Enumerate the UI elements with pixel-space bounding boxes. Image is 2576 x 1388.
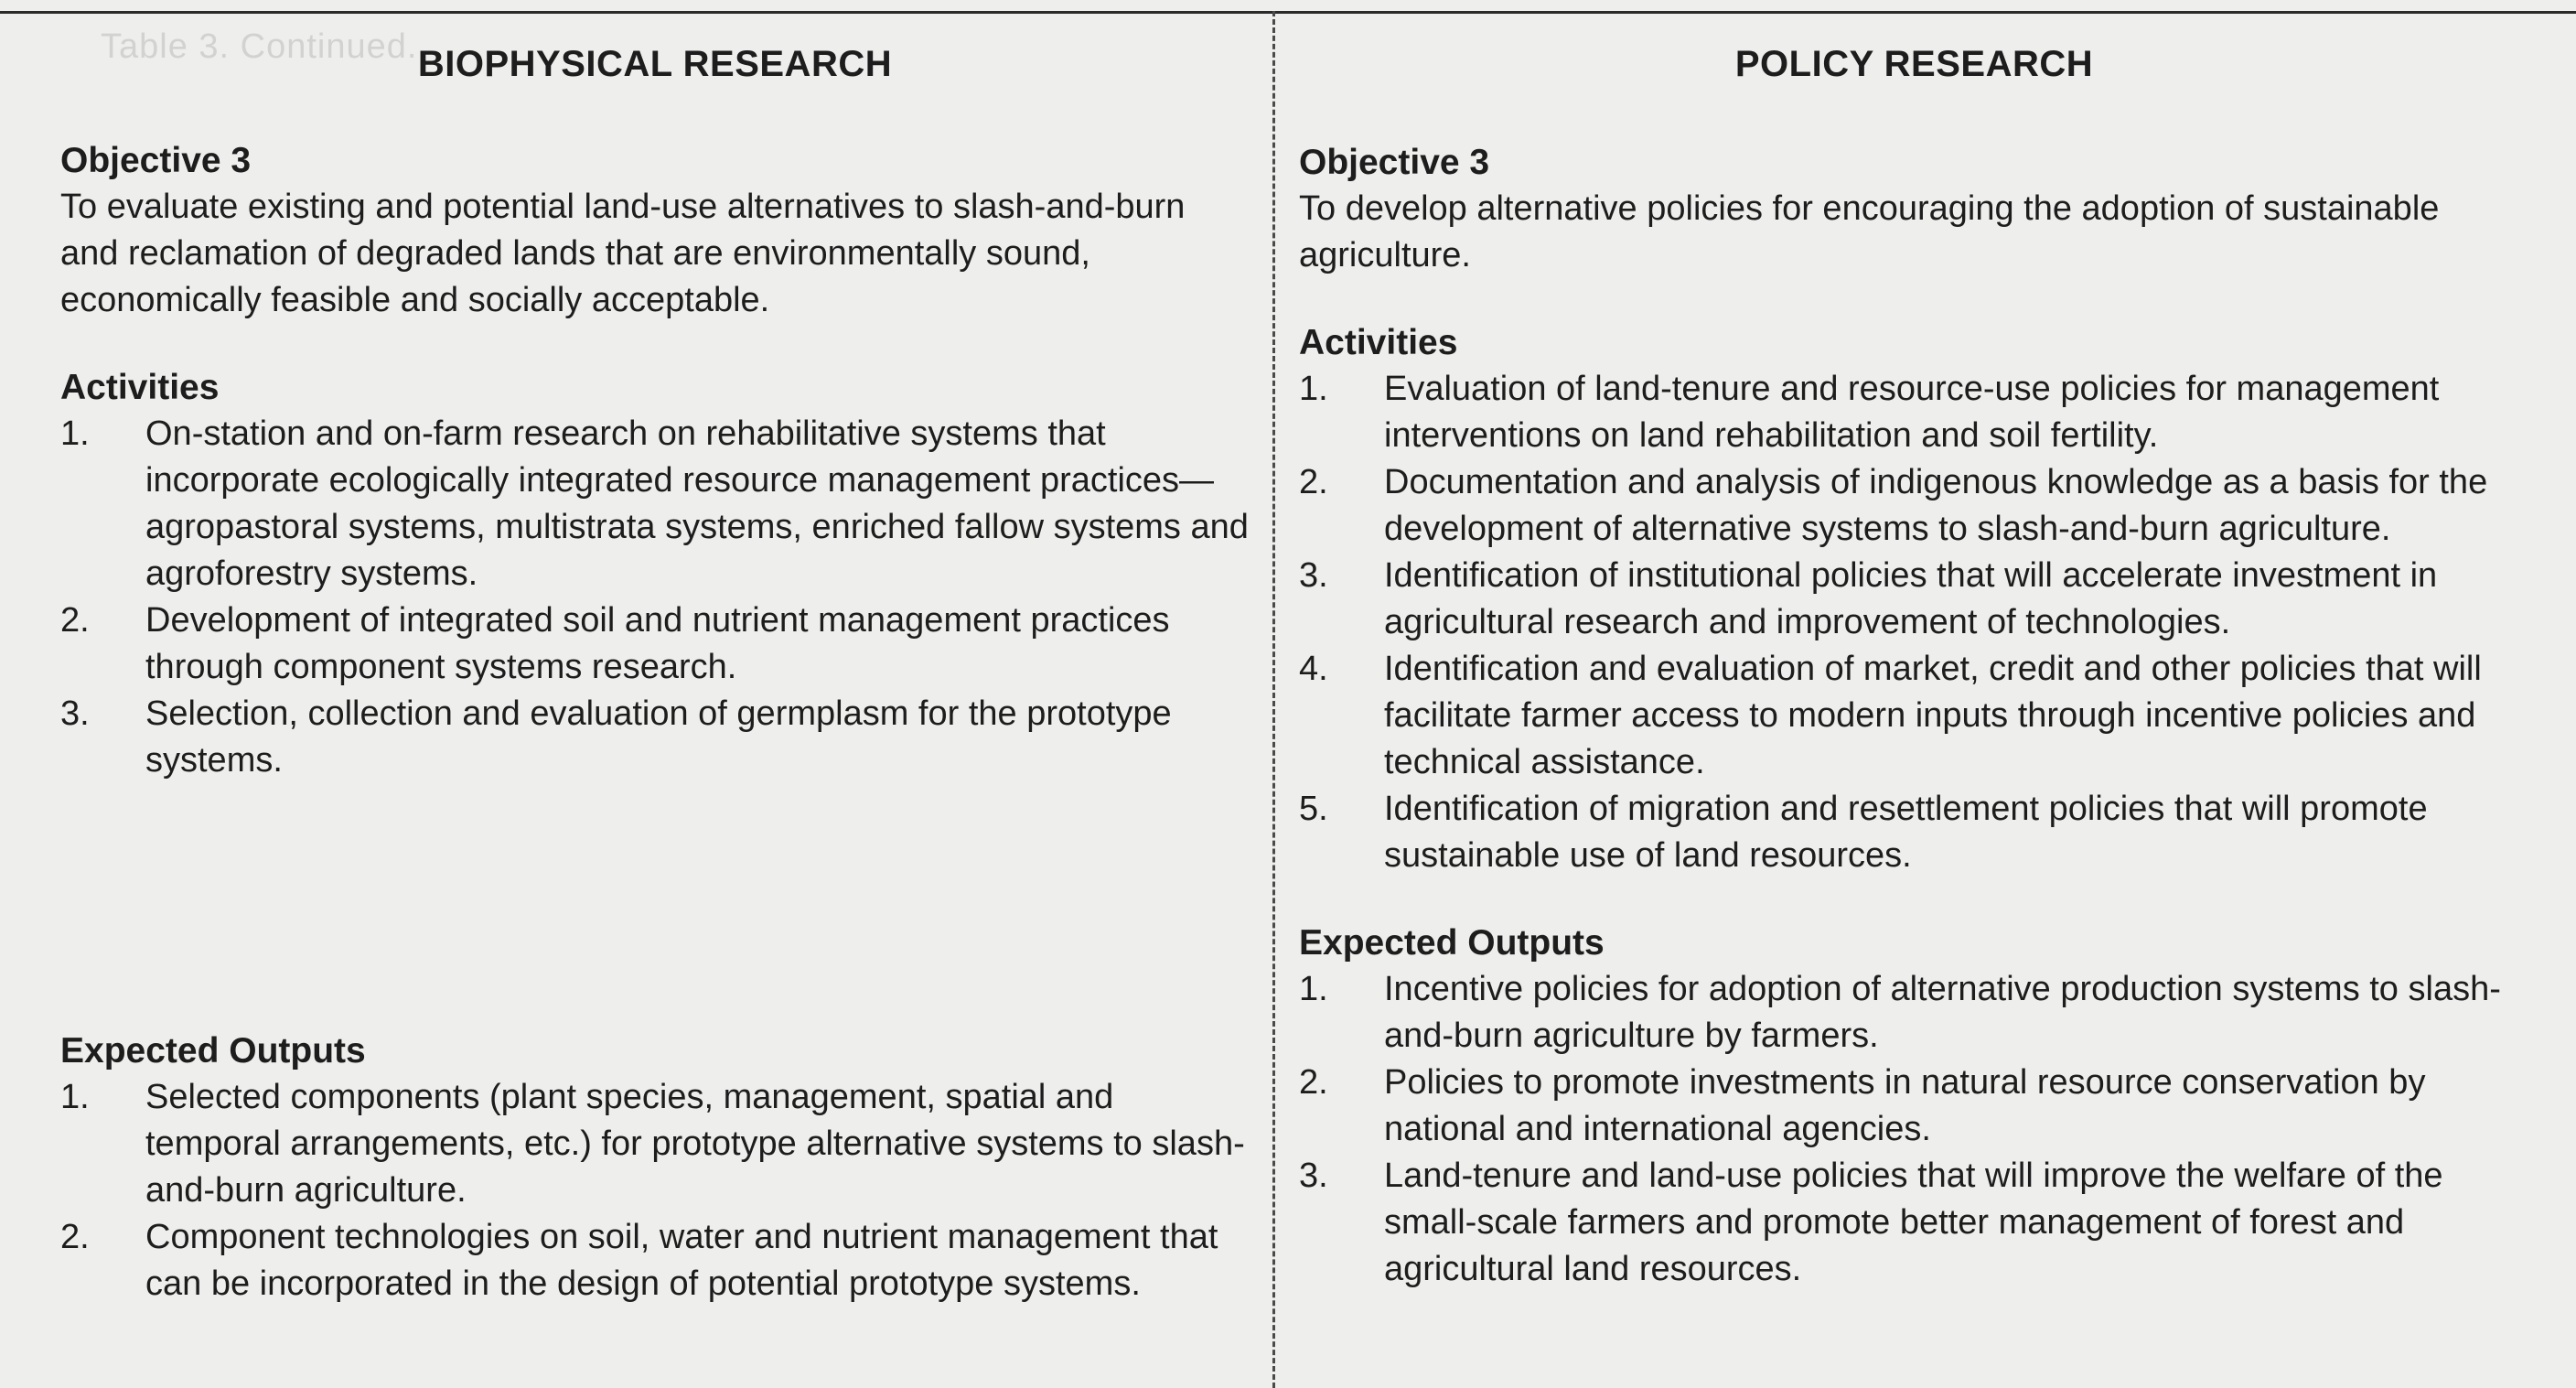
list-item: 1. Selected components (plant species, management, spatial and temporal arrangements, etc.) for prototype alternative systems to slash-and-burn agriculture. xyxy=(60,1078,1245,1210)
top-rule xyxy=(0,11,2576,14)
policy-outputs-title: Expected Outputs xyxy=(1299,923,1605,963)
biophysical-outputs-list xyxy=(60,1074,1250,1307)
policy-activities-title: Activities xyxy=(1299,323,1458,362)
biophysical-activities-title: Activities xyxy=(60,368,220,407)
list-item: 4. Identification and evaluation of market, credit and other policies that will facilitate farmer access to modern inputs through incentive policies and technical assistance. xyxy=(1299,650,2482,781)
policy-objective-text: To develop alternative policies for encouraging the adoption of sustainable agriculture. xyxy=(1299,189,2440,274)
list-item: 1. On-station and on-farm research on rehabilitative systems that incorporate ecologically integrated resource management practices—agropastoral systems, multistrata systems, enriched fallow systems and agroforestry systems. xyxy=(60,414,1249,593)
biophysical-objective-text: To evaluate existing and potential land-use alternatives to slash-and-burn and reclamation of degraded lands that are environmentally sound, economically feasible and socially acceptable. xyxy=(60,188,1186,319)
policy-objective-title: Objective 3 xyxy=(1299,143,1490,182)
list-item: 2. Documentation and analysis of indigenous knowledge as a basis for the development of alternative systems to slash-and-burn agriculture. xyxy=(1299,463,2488,548)
list-item: 5. Identification of migration and resettlement policies that will promote sustainable use of land resources. xyxy=(1299,790,2428,875)
biophysical-objective-title: Objective 3 xyxy=(60,141,252,180)
list-item: 2. Development of integrated soil and nutrient management practices through component systems research. xyxy=(60,601,1170,686)
list-item: 1. Evaluation of land-tenure and resource-use policies for management interventions on land rehabilitation and soil fertility. xyxy=(1299,370,2440,455)
list-item: 2. Component technologies on soil, water and nutrient management that can be incorporated in the design of potential prototype systems. xyxy=(60,1218,1218,1303)
biophysical-outputs-title: Expected Outputs xyxy=(60,1031,366,1071)
policy-outputs-list xyxy=(1299,966,2529,1293)
list-item: 3. Land-tenure and land-use policies that will improve the welfare of the small-scale farmers and promote better management of forest and agricultural land resources. xyxy=(1299,1157,2443,1288)
list-item: 3. Identification of institutional policies that will accelerate investment in agricultural research and improvement of technologies. xyxy=(1299,556,2438,641)
policy-activities-list xyxy=(1299,366,2529,879)
ghost-caption: Table 3. Continued. xyxy=(101,27,418,66)
policy-heading: POLICY RESEARCH xyxy=(1734,44,2094,84)
list-item: 3. Selection, collection and evaluation of germplasm for the prototype systems. xyxy=(60,694,1172,780)
column-divider xyxy=(1272,11,1275,1388)
biophysical-heading: BIOPHYSICAL RESEARCH xyxy=(417,44,893,84)
biophysical-activities-list xyxy=(60,411,1250,784)
list-item: 1. Incentive policies for adoption of alternative production systems to slash-and-burn agriculture by farmers. xyxy=(1299,970,2501,1055)
list-item: 2. Policies to promote investments in natural resource conservation by national and international agencies. xyxy=(1299,1063,2426,1148)
